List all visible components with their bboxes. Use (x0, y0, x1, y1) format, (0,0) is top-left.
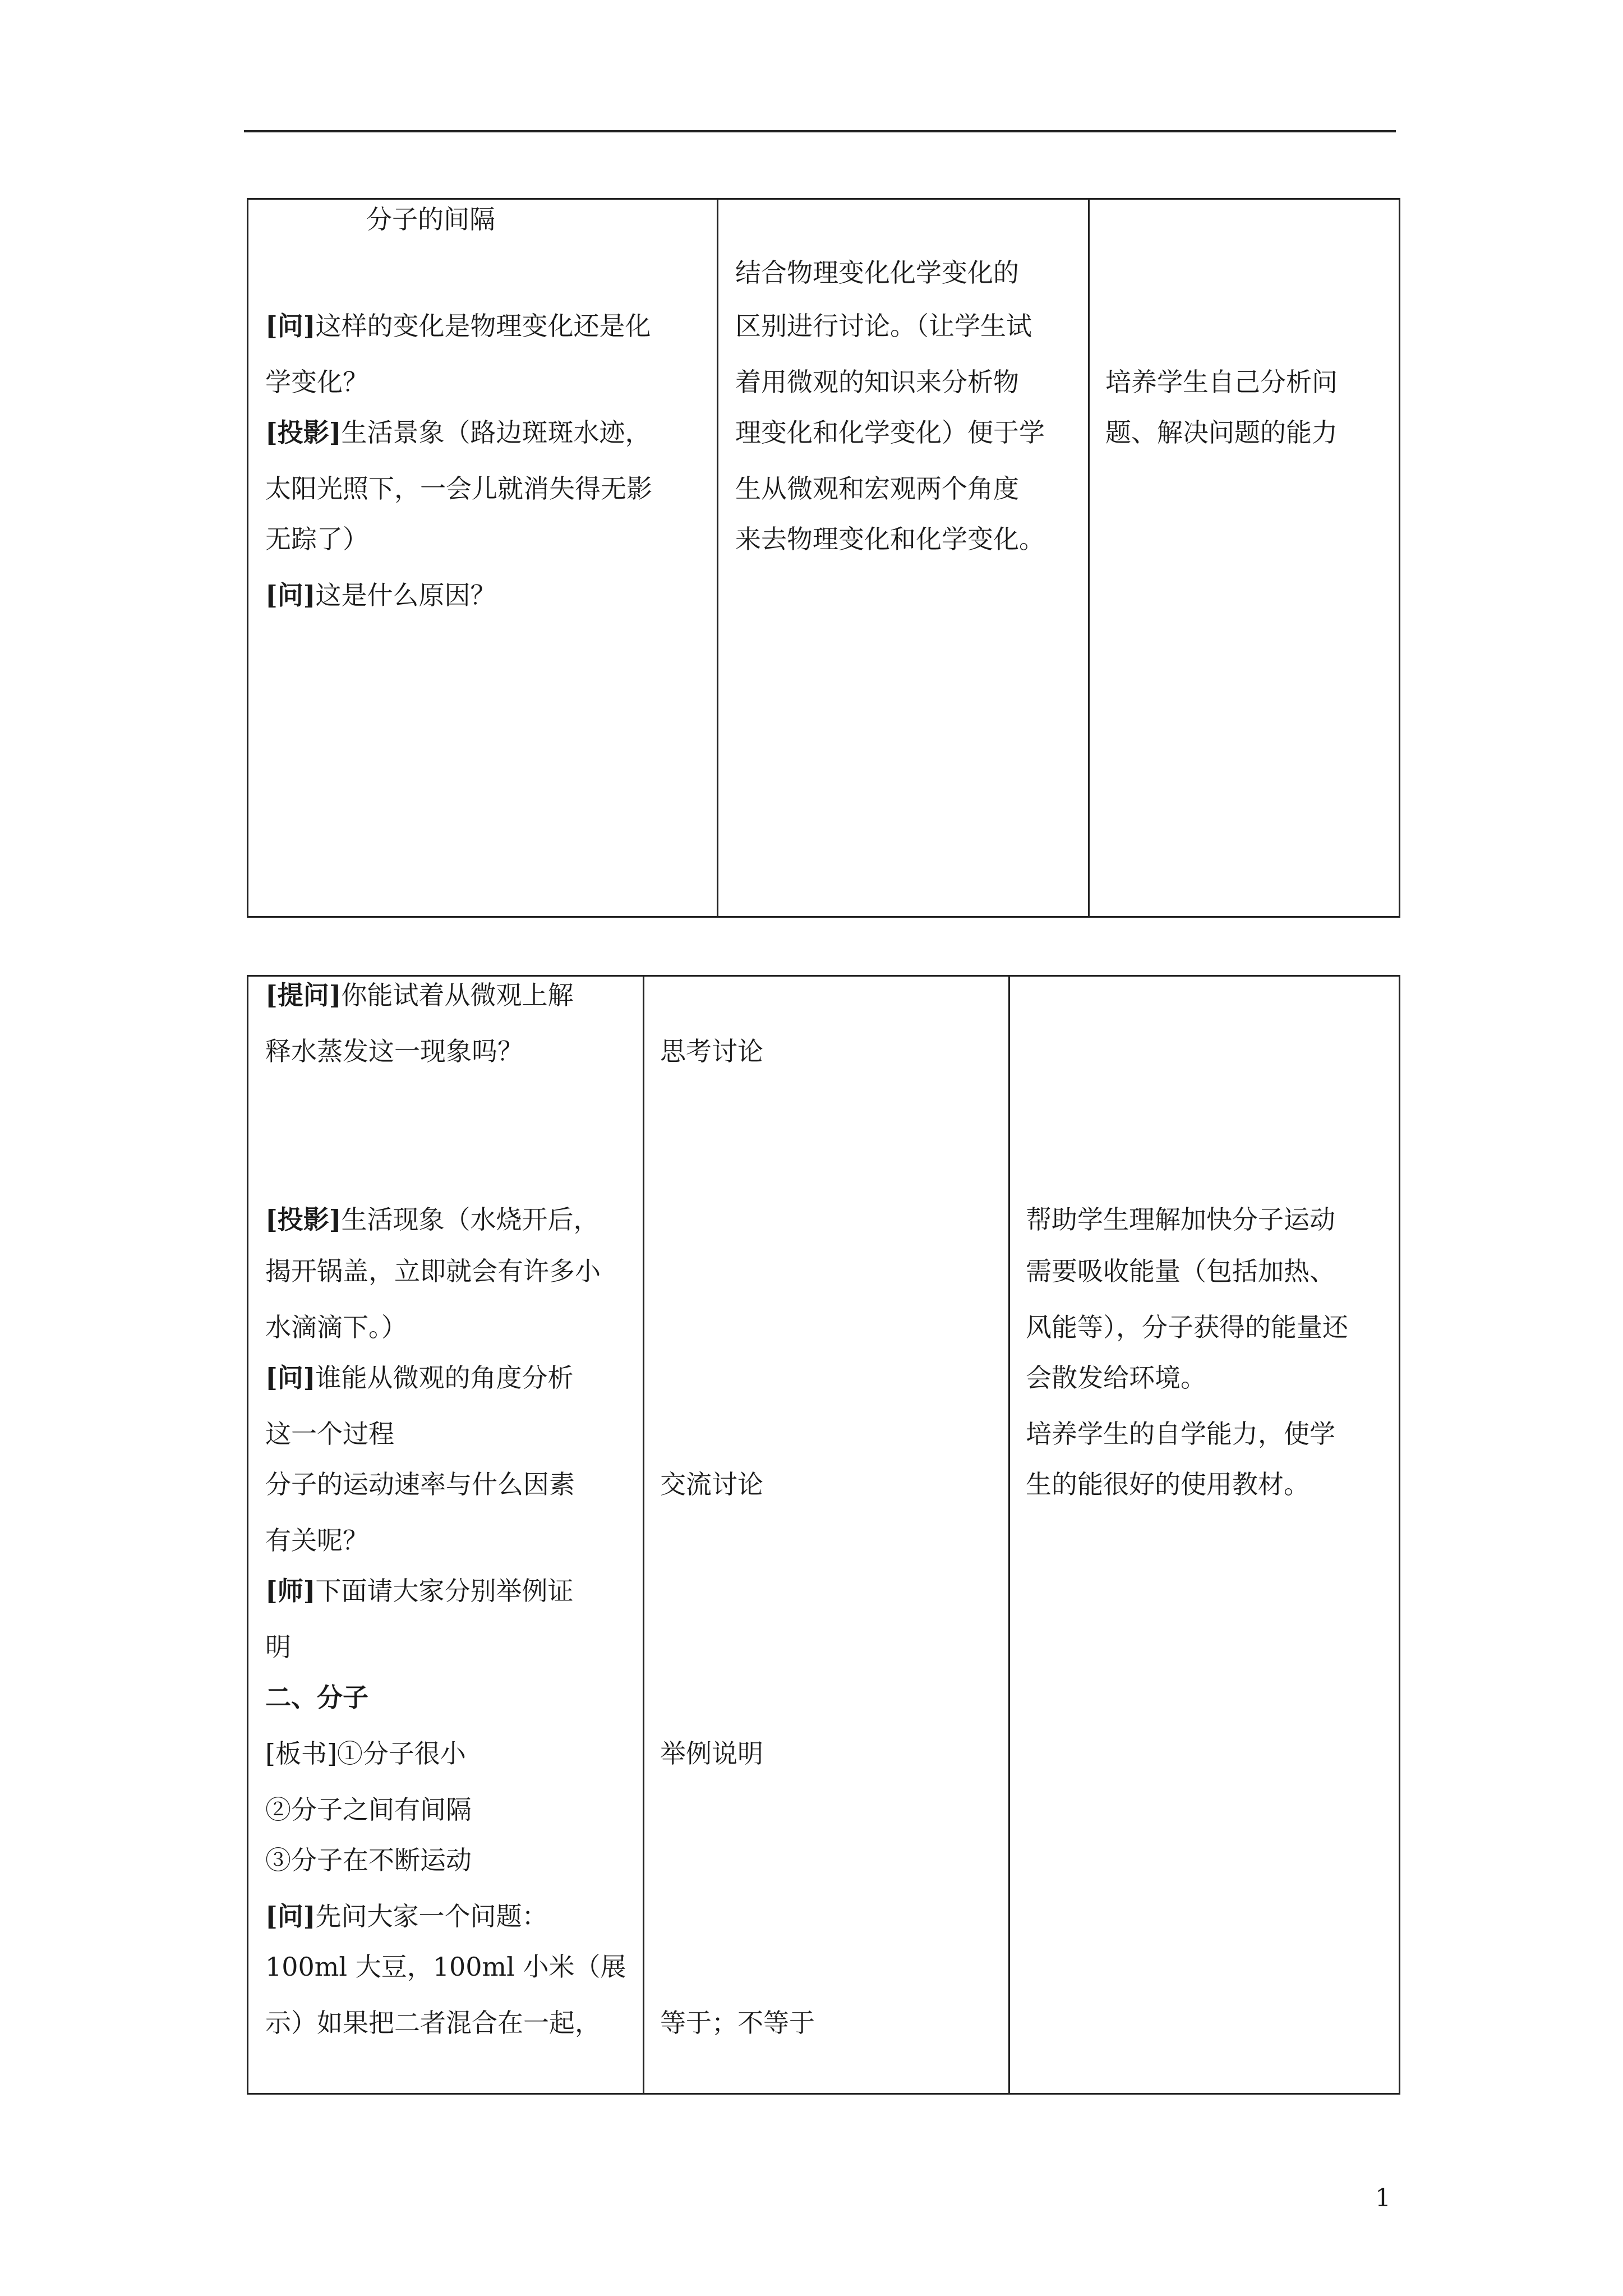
t2-c3-line-4: 培养学生的自学能力，使学 (1026, 1419, 1335, 1449)
t1-c1-line-5: 无踪了） (265, 524, 368, 554)
t1-c2-line-4: 生从微观和宏观两个角度 (735, 473, 1019, 504)
t2-c3-line-5: 生的能很好的使用教材。 (1026, 1469, 1310, 1499)
t1-c2-line-2: 着用微观的知识来分析物 (735, 367, 1019, 397)
t2-teacher-cell (248, 976, 644, 2094)
t2-c2-line-1: 交流讨论 (660, 1469, 763, 1499)
t2-c1-line-7: 分子的运动速率与什么因素 (265, 1469, 575, 1499)
lesson-table-2 (247, 975, 1400, 2095)
t1-c3-line-0: 培养学生自己分析问 (1105, 367, 1338, 397)
t1-c2-line-1: 区别进行讨论。（让学生试 (735, 311, 1032, 341)
t2-c1-line-0: [提问]你能试着从微观上解 (265, 980, 574, 1010)
t1-c2-line-3: 理变化和化学变化）便于学 (735, 417, 1045, 448)
t2-c2-line-3: 等于；不等于 (660, 2008, 815, 2038)
t1-c2-line-0: 结合物理变化化学变化的 (735, 257, 1019, 288)
t1-c1-line-2: 学变化？ (265, 367, 368, 397)
t2-student-cell (644, 976, 1009, 2094)
t2-c1-line-17: 示）如果把二者混合在一起， (265, 2008, 601, 2038)
t1-c1-line-1: [问]这样的变化是物理变化还是化 (265, 311, 651, 341)
t2-c1-line-15: [问]先问大家一个问题： (265, 1901, 548, 1931)
t1-c1-line-3: [投影]生活景象（路边斑斑水迹， (265, 417, 651, 448)
t2-c2-line-0: 思考讨论 (660, 1036, 763, 1066)
header-rule (244, 130, 1396, 132)
t2-c1-line-14: ③分子在不断运动 (265, 1845, 472, 1875)
t2-c1-line-13: ②分子之间有间隔 (265, 1795, 472, 1825)
t1-c1-line-4: 太阳光照下，一会儿就消失得无影 (265, 473, 652, 504)
page-number: 1 (1375, 2184, 1391, 2212)
t2-c1-line-10: 明 (265, 1632, 291, 1662)
lesson-table-1 (247, 198, 1400, 918)
t2-c3-line-3: 会散发给环境。 (1026, 1363, 1206, 1393)
t2-c1-line-2: [投影]生活现象（水烧开后， (265, 1204, 600, 1235)
t2-c1-line-6: 这一个过程 (265, 1419, 394, 1449)
t2-c1-line-8: 有关呢？ (265, 1525, 368, 1556)
t2-intent-cell (1009, 976, 1400, 2094)
t2-c1-line-9: [师]下面请大家分别举例证 (265, 1576, 574, 1606)
t2-c1-section-heading: 二、分子 (265, 1682, 368, 1713)
t1-c3-line-1: 题、解决问题的能力 (1105, 417, 1338, 448)
t2-c3-line-0: 帮助学生理解加快分子运动 (1026, 1204, 1335, 1235)
t2-c1-line-3: 揭开锅盖，立即就会有许多小 (265, 1256, 601, 1286)
t1-c1-line-0: 分子的间隔 (366, 204, 495, 234)
t1-teacher-cell (248, 199, 718, 917)
t2-c1-line-5: [问]谁能从微观的角度分析 (265, 1363, 574, 1393)
t1-c2-line-5: 来去物理变化和化学变化。 (735, 524, 1045, 554)
t2-c1-line-4: 水滴滴下。） (265, 1312, 407, 1342)
t2-c3-line-1: 需要吸收能量（包括加热、 (1026, 1256, 1335, 1286)
t2-c1-line-16: 100ml 大豆，100ml 小米（展 (265, 1952, 626, 1982)
t2-c3-line-2: 风能等），分子获得的能量还 (1026, 1312, 1348, 1342)
t1-student-cell (718, 199, 1089, 917)
t2-c2-line-2: 举例说明 (660, 1738, 763, 1769)
t2-c1-line-12: [板书]①分子很小 (265, 1738, 466, 1769)
t2-c1-line-1: 释水蒸发这一现象吗？ (265, 1036, 523, 1066)
t1-intent-cell (1089, 199, 1400, 917)
t1-c1-line-6: [问]这是什么原因？ (265, 580, 496, 610)
